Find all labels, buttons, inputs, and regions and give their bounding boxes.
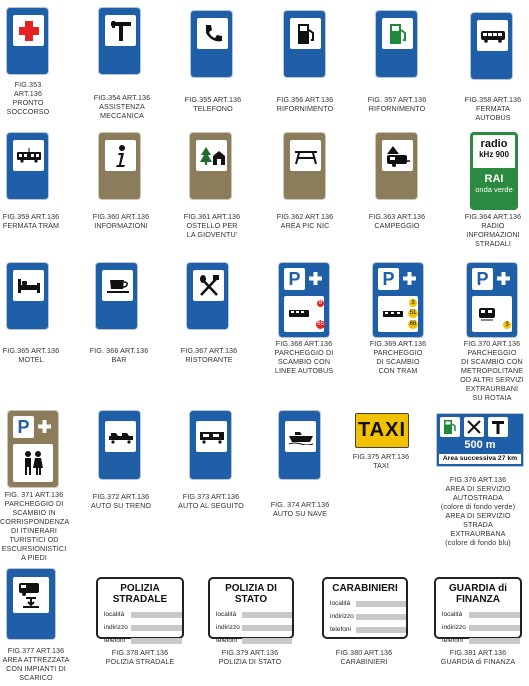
caption-357: FIG. 357 ART.136 RIFORNIMENTO bbox=[367, 95, 427, 113]
car-on-train-icon bbox=[199, 430, 225, 444]
sign-rifornimento-2 bbox=[375, 10, 418, 78]
caption-369: FIG.369 ART.136 PARCHEGGIO DI SCAMBIO CON TRAM bbox=[369, 339, 427, 375]
sign-auto-su-nave bbox=[278, 410, 321, 480]
caption-358: FIG.358 ART.136 FERMATA AUTOBUS bbox=[464, 95, 522, 122]
sign-bar bbox=[95, 262, 138, 330]
fuel-pump-icon bbox=[387, 22, 409, 46]
fuel-pump-icon bbox=[295, 22, 317, 46]
plate-polizia-stradale: POLIZIA STRADALE località indirizzo telefoni bbox=[96, 577, 184, 639]
sign-ostello bbox=[189, 132, 232, 200]
caption-379: FIG.379 ART.136 POLIZIA DI STATO bbox=[218, 648, 282, 666]
plate-guardia-di-finanza: GUARDIA di FINANZA località indirizzo telefoni bbox=[434, 577, 522, 639]
bed-icon bbox=[17, 277, 41, 295]
sign-auto-al-seguito bbox=[189, 410, 232, 480]
car-on-train-icon bbox=[108, 430, 134, 444]
caption-376: FIG.376 ART.136 AREA DI SERVIZIO AUTOSTRADA (colore di fondo verde) AREA DI SERVIZIO STRADA EXTRAURBANA (colore di fondo blu) bbox=[440, 475, 516, 547]
sign-auto-su-treno bbox=[98, 410, 141, 480]
sign-rifornimento bbox=[283, 10, 326, 78]
telephone-icon bbox=[202, 23, 224, 45]
sign-area-pic-nic bbox=[283, 132, 326, 200]
caption-362: FIG.362 ART.136 AREA PIC NIC bbox=[276, 212, 334, 230]
sign-assistenza-meccanica bbox=[98, 7, 141, 75]
caption-360: FIG.360 ART.136 INFORMAZIONI bbox=[92, 212, 150, 230]
caption-372: FIG.372 ART.136 AUTO SU TRENO bbox=[90, 492, 152, 510]
service-area-icon: 500 m Area successiva 27 km bbox=[437, 414, 523, 466]
sign-telefono bbox=[190, 10, 233, 78]
sign-informazioni bbox=[98, 132, 141, 200]
caption-381: FIG.381 ART.136 GUARDIA di FINANZA bbox=[440, 648, 516, 666]
sign-parcheggio-bus bbox=[278, 262, 330, 338]
caption-359: FIG.359 ART.136 FERMATA TRAM bbox=[2, 212, 60, 230]
caption-377: FIG.377 ART.136 AREA ATTREZZATA CON IMPIANTI DI SCARICO bbox=[2, 646, 70, 682]
sign-fermata-tram bbox=[6, 132, 49, 200]
parking-bus-icon: P 8 65 bbox=[279, 263, 329, 337]
sign-area-di-servizio bbox=[436, 413, 524, 467]
caption-375: FIG.375 ART.136 TAXI bbox=[352, 452, 410, 470]
sign-area-attrezzata bbox=[6, 568, 56, 640]
bus-icon bbox=[480, 29, 506, 43]
picnic-table-icon bbox=[293, 147, 319, 165]
wrench-icon bbox=[109, 19, 133, 43]
parking-train-icon: P 3 bbox=[467, 263, 517, 337]
caravan-tent-icon bbox=[385, 145, 411, 167]
tram-icon bbox=[16, 148, 42, 164]
info-i-icon bbox=[113, 144, 129, 168]
caption-356: FIG.356 ART.136 RIFORNIMENTO bbox=[276, 95, 334, 113]
hostel-tree-house-icon bbox=[199, 146, 225, 166]
caption-370: FIG.370 ART.136 PARCHEGGIO DI SCAMBIO CON METROPOLITANE OD ALTRI SERVIZI EXTRAURBANI SU ROTAIA bbox=[460, 339, 524, 402]
caption-367: FIG.367 ART.136 RISTORANTE bbox=[180, 346, 238, 364]
caption-371: FIG. 371 ART.136 PARCHEGGIO DI SCAMBIO IN CORRISPONDENZA DI ITINERARI TURISTICI OD ESCURSIONISTICI A PIEDI bbox=[0, 490, 70, 562]
sign-parcheggio-itinerari bbox=[7, 410, 59, 488]
plate-carabinieri: CARABINIERI località indirizzo telefoni bbox=[322, 577, 408, 639]
plate-polizia-di-stato: POLIZIA DI STATO località indirizzo telefoni bbox=[208, 577, 294, 639]
camper-discharge-icon bbox=[17, 581, 45, 609]
caption-365: FIG.365 ART.136 MOTEL bbox=[2, 346, 60, 364]
caption-361: FIG.361 ART.136 OSTELLO PER LA GIOVENTU' bbox=[183, 212, 241, 239]
caption-373: FIG.373 ART.136 AUTO AL SEGUITO bbox=[178, 492, 244, 510]
caption-368: FIG.368 ART.136 PARCHEGGIO DI SCAMBIO CON LINEE AUTOBUS bbox=[274, 339, 334, 375]
sign-campeggio bbox=[375, 132, 418, 200]
sign-parcheggio-tram bbox=[372, 262, 424, 338]
sign-motel bbox=[6, 262, 49, 330]
car-on-ship-icon bbox=[288, 429, 314, 445]
sign-taxi bbox=[355, 413, 409, 448]
caption-353: FIG.353 ART.136 PRONTO SOCCORSO bbox=[6, 80, 50, 116]
caption-366: FIG. 366 ART.136 BAR bbox=[89, 346, 149, 364]
sign-pronto-soccorso bbox=[6, 7, 49, 75]
parking-hikers-icon: P bbox=[8, 411, 58, 487]
coffee-cup-icon bbox=[106, 277, 130, 295]
taxi-text-icon: TAXI bbox=[357, 419, 407, 441]
caption-363: FIG.363 ART.136 CAMPEGGIO bbox=[368, 212, 426, 230]
sign-radio-informazioni bbox=[470, 132, 518, 210]
caption-380: FIG.380 ART.136 CARABINIERI bbox=[335, 648, 393, 666]
sign-ristorante bbox=[186, 262, 229, 330]
caption-374: FIG. 374 ART.136 AUTO SU NAVE bbox=[270, 500, 330, 518]
caption-354: FIG.354 ART.136 ASSISTENZA MECCANICA bbox=[93, 93, 151, 120]
caption-378: FIG.378 ART.136 POLIZIA STRADALE bbox=[105, 648, 175, 666]
radio-text-icon: radio kHz 900 RAI onda verde bbox=[473, 135, 515, 207]
sign-fermata-autobus bbox=[470, 12, 513, 80]
fork-spoon-icon bbox=[197, 274, 221, 298]
parking-tram-icon: P 3 51 66 bbox=[373, 263, 423, 337]
red-cross-icon bbox=[18, 20, 40, 42]
caption-355: FIG.355 ART.136 TELEFONO bbox=[184, 95, 242, 113]
caption-364: FIG.364 ART.136 RADIO INFORMAZIONI STRADALI bbox=[464, 212, 522, 248]
sign-parcheggio-metro bbox=[466, 262, 518, 338]
